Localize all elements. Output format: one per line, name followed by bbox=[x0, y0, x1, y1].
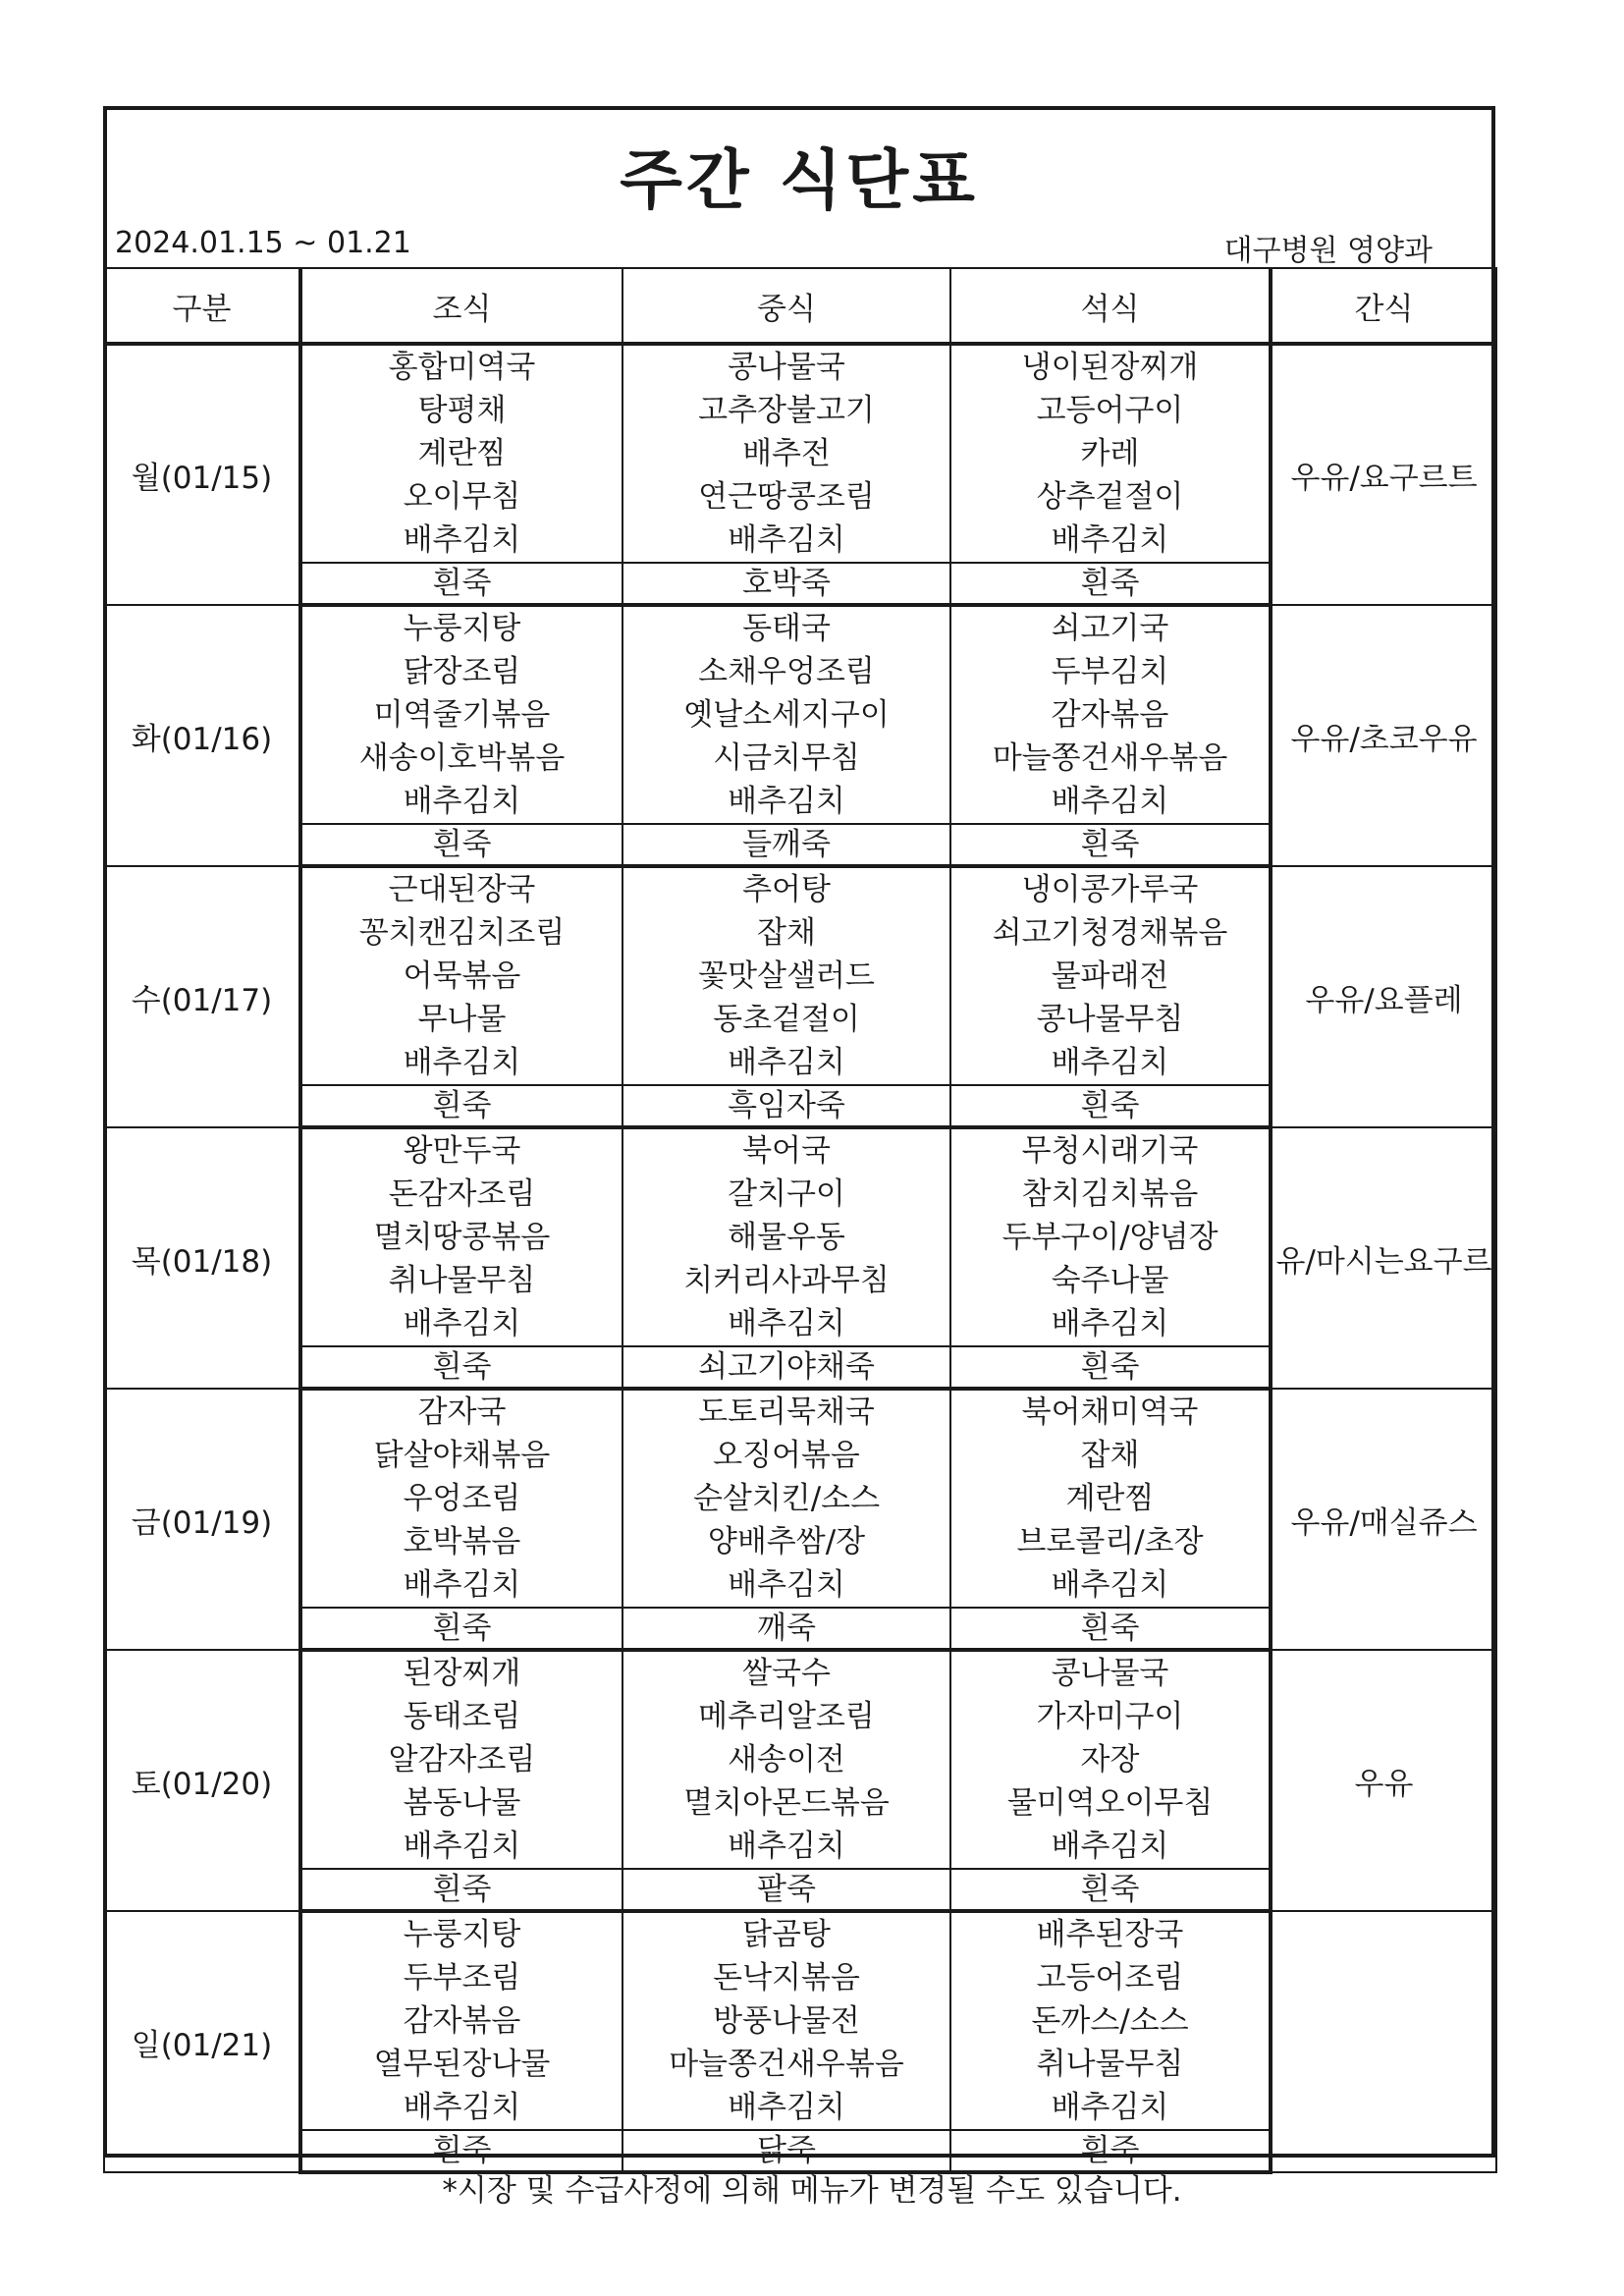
footnote: *시장 및 수급사정에 의해 메뉴가 변경될 수도 있습니다. bbox=[442, 2173, 1182, 2209]
breakfast-cell bbox=[300, 605, 623, 824]
dish-item: 쌀국수 bbox=[742, 1656, 831, 1691]
dinner-cell bbox=[950, 1911, 1271, 2130]
dish-item: 상추겉절이 bbox=[1036, 479, 1184, 515]
porridge-breakfast: 흰죽 bbox=[300, 1869, 623, 1911]
dish-item: 쇠고기국 bbox=[1051, 611, 1169, 646]
dish-item: 호박볶음 bbox=[403, 1524, 521, 1559]
dish-item: 동태국 bbox=[742, 611, 831, 646]
dish-item: 무나물 bbox=[417, 1002, 507, 1037]
dish-item: 소채우엉조림 bbox=[698, 654, 875, 689]
day-label: 화(01/16) bbox=[104, 605, 300, 866]
day-label: 목(01/18) bbox=[104, 1127, 300, 1389]
dish-item: 우엉조림 bbox=[403, 1481, 521, 1516]
breakfast-cell bbox=[300, 1911, 623, 2130]
dish-item: 시금치무침 bbox=[713, 740, 860, 776]
dish-item: 돈낙지볶음 bbox=[713, 1960, 860, 1995]
dish-item: 물미역오이무침 bbox=[1006, 1785, 1214, 1821]
snack-cell: 우유/매실쥬스 bbox=[1271, 1389, 1496, 1650]
dish-item: 멸치아몬드볶음 bbox=[683, 1785, 890, 1821]
day-menu-row bbox=[104, 866, 1496, 1085]
dish-item: 감자볶음 bbox=[403, 2003, 521, 2039]
organization-name: 대구병원 영양과 bbox=[1223, 234, 1433, 268]
dish-item: 배추김치 bbox=[403, 522, 521, 558]
day-menu-row bbox=[104, 1911, 1496, 2130]
dish-item: 숙주나물 bbox=[1051, 1263, 1169, 1298]
dish-item: 참치김치볶음 bbox=[1021, 1176, 1199, 1212]
dish-item: 동초겉절이 bbox=[713, 1002, 860, 1037]
day-label: 월(01/15) bbox=[104, 344, 300, 605]
dish-item: 오이무침 bbox=[403, 479, 521, 515]
day-menu-row bbox=[104, 344, 1496, 563]
dish-item: 배추김치 bbox=[403, 1045, 521, 1080]
dish-item: 오징어볶음 bbox=[713, 1438, 860, 1473]
dish-item: 추어탕 bbox=[742, 872, 831, 907]
dish-item: 콩나물무침 bbox=[1036, 1002, 1184, 1037]
dinner-cell bbox=[950, 344, 1271, 563]
breakfast-cell bbox=[300, 866, 623, 1085]
dish-item: 자장 bbox=[1080, 1742, 1140, 1777]
dish-item: 양배추쌈/장 bbox=[707, 1524, 866, 1559]
day-label: 금(01/19) bbox=[104, 1389, 300, 1650]
dish-item: 봄동나물 bbox=[403, 1785, 521, 1821]
dish-item: 브로콜리/초장 bbox=[1016, 1524, 1204, 1559]
dish-item: 카레 bbox=[1080, 436, 1140, 471]
dish-item: 취나물무침 bbox=[388, 1263, 536, 1298]
porridge-dinner: 흰죽 bbox=[950, 1608, 1271, 1650]
snack-cell: 우유/요구르트 bbox=[1271, 344, 1496, 605]
dish-item: 배추김치 bbox=[728, 1306, 845, 1341]
header-breakfast: 조식 bbox=[300, 268, 623, 344]
breakfast-cell bbox=[300, 1650, 623, 1869]
dish-item: 배추김치 bbox=[1051, 1045, 1169, 1080]
day-label: 일(01/21) bbox=[104, 1911, 300, 2172]
dish-item: 무청시래기국 bbox=[1021, 1133, 1199, 1169]
dish-item: 감자국 bbox=[417, 1394, 507, 1430]
porridge-dinner: 흰죽 bbox=[950, 2130, 1271, 2172]
dish-item: 취나물무침 bbox=[1036, 2047, 1184, 2082]
dish-item: 배추된장국 bbox=[1036, 1917, 1184, 1952]
header-lunch: 중식 bbox=[623, 268, 950, 344]
porridge-lunch: 쇠고기야채죽 bbox=[623, 1346, 950, 1389]
porridge-dinner: 흰죽 bbox=[950, 1346, 1271, 1389]
dish-item: 미역줄기볶음 bbox=[373, 697, 551, 733]
dish-item: 배추김치 bbox=[728, 1829, 845, 1864]
porridge-dinner: 흰죽 bbox=[950, 824, 1271, 866]
porridge-breakfast: 흰죽 bbox=[300, 824, 623, 866]
header-snack: 간식 bbox=[1271, 268, 1496, 344]
dish-item: 배추김치 bbox=[728, 784, 845, 819]
dish-item: 알감자조림 bbox=[388, 1742, 536, 1777]
dish-item: 배추김치 bbox=[728, 522, 845, 558]
dish-item: 연근땅콩조림 bbox=[698, 479, 875, 515]
porridge-dinner: 흰죽 bbox=[950, 563, 1271, 605]
dish-item: 감자볶음 bbox=[1051, 697, 1169, 733]
dish-item: 된장찌개 bbox=[403, 1656, 521, 1691]
dish-item: 배추김치 bbox=[403, 2090, 521, 2125]
dish-item: 돈까스/소스 bbox=[1031, 2003, 1189, 2039]
dish-item: 왕만두국 bbox=[403, 1133, 521, 1169]
snack-cell: 우유/요플레 bbox=[1271, 866, 1496, 1127]
dish-item: 닭살야채볶음 bbox=[373, 1438, 551, 1473]
dish-item: 배추김치 bbox=[1051, 522, 1169, 558]
dish-item: 마늘쫑건새우볶음 bbox=[669, 2047, 904, 2082]
dish-item: 배추김치 bbox=[1051, 1567, 1169, 1603]
day-menu-row bbox=[104, 1389, 1496, 1608]
dish-item: 누룽지탕 bbox=[403, 611, 521, 646]
dish-item: 콩나물국 bbox=[1051, 1656, 1169, 1691]
lunch-cell bbox=[623, 1389, 950, 1608]
snack-cell: 우유/초코우유 bbox=[1271, 605, 1496, 866]
dish-item: 고등어구이 bbox=[1036, 393, 1184, 428]
dish-item: 배추김치 bbox=[1051, 1829, 1169, 1864]
dish-item: 잡채 bbox=[757, 915, 816, 951]
dish-item: 냉이콩가루국 bbox=[1021, 872, 1199, 907]
dish-item: 탕평채 bbox=[417, 393, 507, 428]
porridge-breakfast: 흰죽 bbox=[300, 1085, 623, 1127]
dish-item: 도토리묵채국 bbox=[698, 1394, 875, 1430]
dish-item: 누룽지탕 bbox=[403, 1917, 521, 1952]
dish-item: 새송이호박볶음 bbox=[358, 740, 566, 776]
porridge-breakfast: 흰죽 bbox=[300, 2130, 623, 2172]
dish-item: 배추김치 bbox=[1051, 2090, 1169, 2125]
snack-cell: 우유 bbox=[1271, 1650, 1496, 1911]
menu-sheet bbox=[103, 106, 1495, 2168]
porridge-lunch: 흑임자죽 bbox=[623, 1085, 950, 1127]
dish-item: 갈치구이 bbox=[728, 1176, 845, 1212]
lunch-cell bbox=[623, 605, 950, 824]
porridge-lunch: 팥죽 bbox=[623, 1869, 950, 1911]
table-header-row bbox=[104, 268, 1496, 344]
dish-item: 새송이전 bbox=[728, 1742, 845, 1777]
lunch-cell bbox=[623, 1127, 950, 1346]
dish-item: 동태조림 bbox=[403, 1699, 521, 1734]
dish-item: 배추전 bbox=[742, 436, 831, 471]
breakfast-cell bbox=[300, 1127, 623, 1346]
dish-item: 잡채 bbox=[1080, 1438, 1140, 1473]
day-label: 수(01/17) bbox=[104, 866, 300, 1127]
snack-cell: 유/마시는요구르 bbox=[1271, 1127, 1496, 1389]
dish-item: 두부김치 bbox=[1051, 654, 1169, 689]
weekly-menu-table bbox=[103, 267, 1497, 2174]
dish-item: 배추김치 bbox=[1051, 784, 1169, 819]
dish-item: 고추장불고기 bbox=[698, 393, 875, 428]
menu-body bbox=[104, 344, 1496, 2172]
porridge-breakfast: 흰죽 bbox=[300, 1608, 623, 1650]
dish-item: 북어국 bbox=[742, 1133, 831, 1169]
dish-item: 배추김치 bbox=[403, 1829, 521, 1864]
dish-item: 배추김치 bbox=[1051, 1306, 1169, 1341]
breakfast-cell bbox=[300, 1389, 623, 1608]
dish-item: 해물우동 bbox=[728, 1220, 845, 1255]
porridge-lunch: 깨죽 bbox=[623, 1608, 950, 1650]
dinner-cell bbox=[950, 1127, 1271, 1346]
dinner-cell bbox=[950, 1650, 1271, 1869]
dish-item: 배추김치 bbox=[403, 1567, 521, 1603]
dish-item: 순살치킨/소스 bbox=[692, 1481, 881, 1516]
dish-item: 방풍나물전 bbox=[713, 2003, 860, 2039]
porridge-breakfast: 흰죽 bbox=[300, 563, 623, 605]
porridge-dinner: 흰죽 bbox=[950, 1869, 1271, 1911]
dish-item: 홍합미역국 bbox=[388, 350, 536, 385]
dish-item: 두부조림 bbox=[403, 1960, 521, 1995]
dish-item: 꽃맛살샐러드 bbox=[698, 958, 875, 994]
dish-item: 마늘쫑건새우볶음 bbox=[992, 740, 1228, 776]
dish-item: 물파래전 bbox=[1051, 958, 1169, 994]
page-title: 주간 식단표 bbox=[620, 142, 979, 218]
snack-cell bbox=[1271, 1911, 1496, 2172]
porridge-breakfast: 흰죽 bbox=[300, 1346, 623, 1389]
dish-item: 콩나물국 bbox=[728, 350, 845, 385]
dish-item: 멸치땅콩볶음 bbox=[373, 1220, 551, 1255]
lunch-cell bbox=[623, 344, 950, 563]
dish-item: 계란찜 bbox=[1065, 1481, 1155, 1516]
dish-item: 두부구이/양념장 bbox=[1001, 1220, 1218, 1255]
dish-item: 배추김치 bbox=[728, 2090, 845, 2125]
dish-item: 고등어조림 bbox=[1036, 1960, 1184, 1995]
dinner-cell bbox=[950, 605, 1271, 824]
lunch-cell bbox=[623, 1911, 950, 2130]
breakfast-cell bbox=[300, 344, 623, 563]
dish-item: 돈감자조림 bbox=[388, 1176, 536, 1212]
dish-item: 쇠고기청경채볶음 bbox=[992, 915, 1228, 951]
dish-item: 배추김치 bbox=[403, 1306, 521, 1341]
day-label: 토(01/20) bbox=[104, 1650, 300, 1911]
dish-item: 꽁치캔김치조림 bbox=[358, 915, 566, 951]
dish-item: 근대된장국 bbox=[388, 872, 536, 907]
dish-item: 계란찜 bbox=[417, 436, 507, 471]
dish-item: 배추김치 bbox=[403, 784, 521, 819]
porridge-lunch: 호박죽 bbox=[623, 563, 950, 605]
dish-item: 배추김치 bbox=[728, 1045, 845, 1080]
dish-item: 닭곰탕 bbox=[742, 1917, 831, 1952]
dish-item: 치커리사과무침 bbox=[683, 1263, 890, 1298]
porridge-lunch: 들깨죽 bbox=[623, 824, 950, 866]
header-dinner: 석식 bbox=[950, 268, 1271, 344]
dish-item: 가자미구이 bbox=[1036, 1699, 1184, 1734]
dish-item: 메추리알조림 bbox=[698, 1699, 875, 1734]
header-category: 구분 bbox=[104, 268, 300, 344]
dish-item: 옛날소세지구이 bbox=[683, 697, 890, 733]
dinner-cell bbox=[950, 866, 1271, 1085]
date-range: 2024.01.15 ~ 01.21 bbox=[115, 226, 411, 260]
dish-item: 배추김치 bbox=[728, 1567, 845, 1603]
dish-item: 냉이된장찌개 bbox=[1021, 350, 1199, 385]
lunch-cell bbox=[623, 1650, 950, 1869]
porridge-lunch: 닭죽 bbox=[623, 2130, 950, 2172]
porridge-dinner: 흰죽 bbox=[950, 1085, 1271, 1127]
dish-item: 닭장조림 bbox=[403, 654, 521, 689]
dish-item: 북어채미역국 bbox=[1021, 1394, 1199, 1430]
day-menu-row bbox=[104, 1127, 1496, 1346]
day-menu-row bbox=[104, 605, 1496, 824]
day-menu-row bbox=[104, 1650, 1496, 1869]
lunch-cell bbox=[623, 866, 950, 1085]
dish-item: 어묵볶음 bbox=[403, 958, 521, 994]
dish-item: 열무된장나물 bbox=[373, 2047, 551, 2082]
dinner-cell bbox=[950, 1389, 1271, 1608]
